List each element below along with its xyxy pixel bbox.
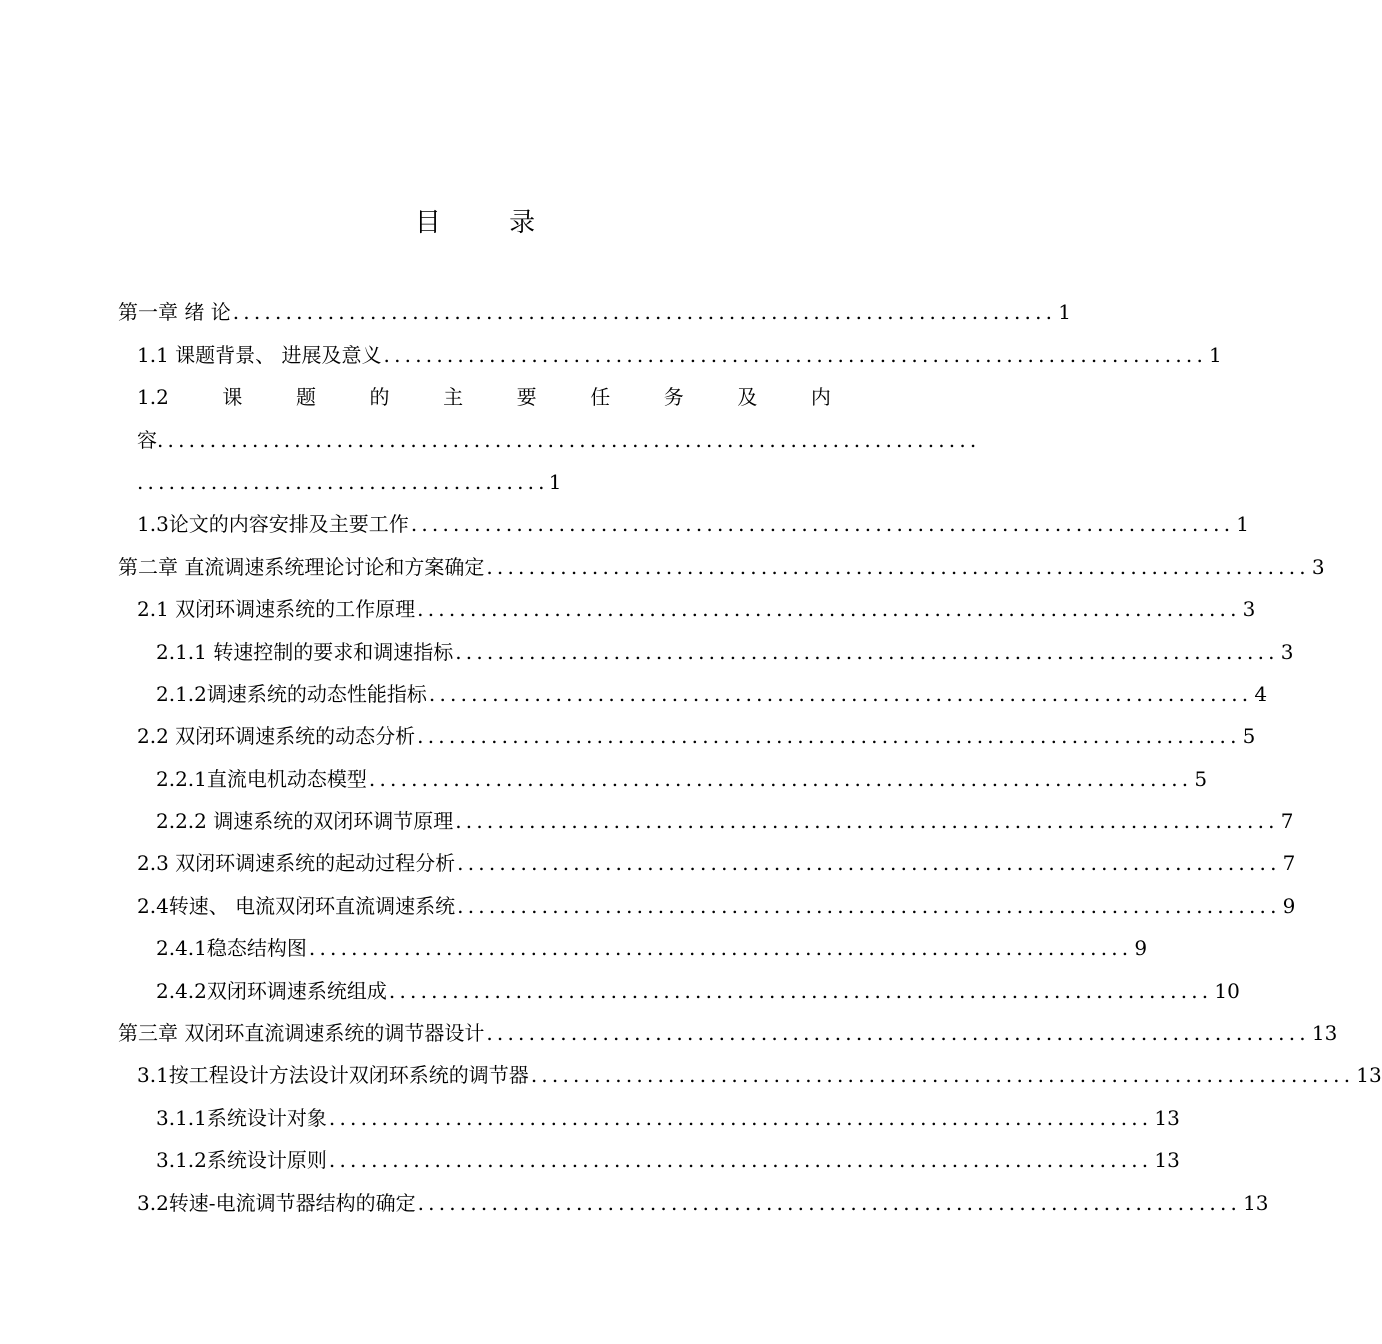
toc-entry-label: 第一章 绪 论 xyxy=(118,300,231,325)
toc-entry-label: 2.3 双闭环调速系统的起动过程分析 xyxy=(137,851,456,876)
table-of-contents xyxy=(118,282,1382,1215)
leader-dots: ....................................... xyxy=(137,469,549,494)
toc-entry[interactable] xyxy=(118,875,1296,918)
toc-entry-page: 1 xyxy=(1209,342,1222,367)
toc-entry[interactable] xyxy=(118,791,1294,834)
toc-entry-label: 2.4转速、 电流双闭环直流调速系统 xyxy=(137,893,456,918)
toc-entry-label: 1.1 课题背景、 进展及意义 xyxy=(137,342,382,367)
toc-entry[interactable] xyxy=(118,960,1240,1003)
toc-entry-char: 题 xyxy=(295,385,316,410)
toc-entry-char: 的 xyxy=(369,385,390,410)
toc-entry-label: 2.1 双闭环调速系统的工作原理 xyxy=(137,597,416,622)
toc-entry[interactable] xyxy=(118,536,1325,579)
toc-entry-char: 任 xyxy=(590,385,611,410)
toc-entry-label: 2.1.2调速系统的动态性能指标 xyxy=(156,681,427,706)
leader-dots: .............................................................................. xyxy=(486,554,1310,579)
toc-entry-char: 及 xyxy=(737,385,758,410)
toc-entry-continuation xyxy=(118,452,831,494)
toc-entry-label: 3.1按工程设计方法设计双闭环系统的调节器 xyxy=(137,1063,529,1088)
leader-dots: .............................................................................. xyxy=(457,851,1281,876)
toc-entry-label: 2.1.1 转速控制的要求和调速指标 xyxy=(156,639,454,664)
toc-entry-label: 第三章 双闭环直流调速系统的调节器设计 xyxy=(118,1021,485,1046)
toc-entry[interactable] xyxy=(118,664,1268,706)
toc-entry-wrapped[interactable] xyxy=(118,367,831,409)
leader-dots: .............................................................................. xyxy=(383,342,1208,367)
toc-entry-page: 3 xyxy=(1242,597,1256,622)
toc-entry[interactable] xyxy=(118,621,1294,664)
toc-entry-page: 4 xyxy=(1254,681,1268,706)
toc-entry[interactable] xyxy=(118,748,1208,791)
toc-entry-char: 容 xyxy=(137,427,157,452)
toc-entry-label: 2.4.2双闭环调速系统组成 xyxy=(156,978,387,1003)
toc-entry-page: 10 xyxy=(1214,978,1240,1003)
toc-entry-page: 3 xyxy=(1280,639,1294,664)
toc-entry[interactable] xyxy=(118,579,1256,622)
toc-entry-char: 务 xyxy=(663,385,684,410)
leader-dots: .............................................................................. xyxy=(486,1021,1310,1046)
toc-entry-page: 13 xyxy=(1356,1063,1382,1088)
toc-entry-label: 第二章 直流调速系统理论讨论和方案确定 xyxy=(118,554,485,579)
toc-entry[interactable] xyxy=(118,918,1148,961)
leader-dots: .............................................................................. xyxy=(388,978,1213,1003)
toc-entry[interactable] xyxy=(118,324,1222,367)
toc-entry-page: 13 xyxy=(1154,1148,1180,1173)
leader-dots: .............................................................................. xyxy=(455,809,1279,834)
page-title: 目 录 xyxy=(414,208,566,238)
toc-entry-number: 1.2 xyxy=(137,385,169,410)
leader-dots: .............................................................................. xyxy=(368,766,1193,791)
toc-entry[interactable] xyxy=(118,1130,1180,1173)
leader-dots: .............................................................................. xyxy=(417,1190,1242,1215)
toc-entry[interactable] xyxy=(118,833,1296,876)
toc-entry-page: 7 xyxy=(1282,851,1296,876)
toc-entry-label: 2.2.2 调速系统的双闭环调节原理 xyxy=(156,809,454,834)
leader-dots: .............................................................................. xyxy=(328,1148,1153,1173)
toc-entry-page: 1 xyxy=(1058,300,1071,325)
toc-entry-page: 9 xyxy=(1282,893,1296,918)
leader-dots: .............................................................................. xyxy=(455,639,1279,664)
toc-entry-page: 1 xyxy=(1236,512,1250,537)
toc-entry[interactable] xyxy=(118,1003,1338,1046)
toc-entry-page: 1 xyxy=(548,469,562,494)
leader-dots: .............................................................................. xyxy=(328,1105,1153,1130)
toc-entry-label: 2.2 双闭环调速系统的动态分析 xyxy=(137,724,416,749)
leader-dots: .............................................................................. xyxy=(530,1063,1355,1088)
leader-dots: .............................................................................. xyxy=(417,724,1241,749)
toc-entry-continuation xyxy=(118,409,981,452)
toc-entry-label: 3.2转速-电流调节器结构的确定 xyxy=(137,1190,416,1215)
leader-dots: .............................................................................. xyxy=(232,300,1057,325)
leader-dots: .............................................................................. xyxy=(157,427,981,452)
toc-entry-page: 13 xyxy=(1243,1190,1269,1215)
leader-dots: .............................................................................. xyxy=(457,893,1281,918)
toc-entry-char: 主 xyxy=(443,385,464,410)
leader-dots: .............................................................................. xyxy=(308,936,1133,961)
toc-entry-page: 13 xyxy=(1154,1105,1180,1130)
toc-entry-label: 2.2.1直流电机动态模型 xyxy=(156,766,367,791)
toc-entry-label: 3.1.2系统设计原则 xyxy=(156,1148,327,1173)
toc-entry[interactable] xyxy=(118,1172,1269,1215)
toc-entry-page: 13 xyxy=(1311,1021,1338,1046)
toc-entry-page: 3 xyxy=(1311,554,1325,579)
leader-dots: .............................................................................. xyxy=(417,597,1241,622)
toc-entry-label: 2.4.1稳态结构图 xyxy=(156,936,307,961)
toc-entry-char: 内 xyxy=(810,385,831,410)
toc-entry[interactable] xyxy=(118,494,1250,537)
toc-entry[interactable] xyxy=(118,282,1071,325)
toc-entry[interactable] xyxy=(118,706,1256,749)
toc-entry-label: 3.1.1系统设计对象 xyxy=(156,1105,327,1130)
leader-dots: .............................................................................. xyxy=(428,681,1253,706)
toc-entry-page: 5 xyxy=(1242,724,1256,749)
toc-entry-char: 课 xyxy=(222,385,243,410)
toc-entry-page: 7 xyxy=(1280,809,1294,834)
toc-entry[interactable] xyxy=(118,1087,1180,1130)
leader-dots: .............................................................................. xyxy=(410,512,1235,537)
toc-entry-label: 1.3论文的内容安排及主要工作 xyxy=(137,512,409,537)
toc-entry[interactable] xyxy=(118,1045,1382,1088)
toc-entry-page: 9 xyxy=(1134,936,1148,961)
toc-entry-page: 5 xyxy=(1194,766,1208,791)
toc-entry-char: 要 xyxy=(516,385,537,410)
